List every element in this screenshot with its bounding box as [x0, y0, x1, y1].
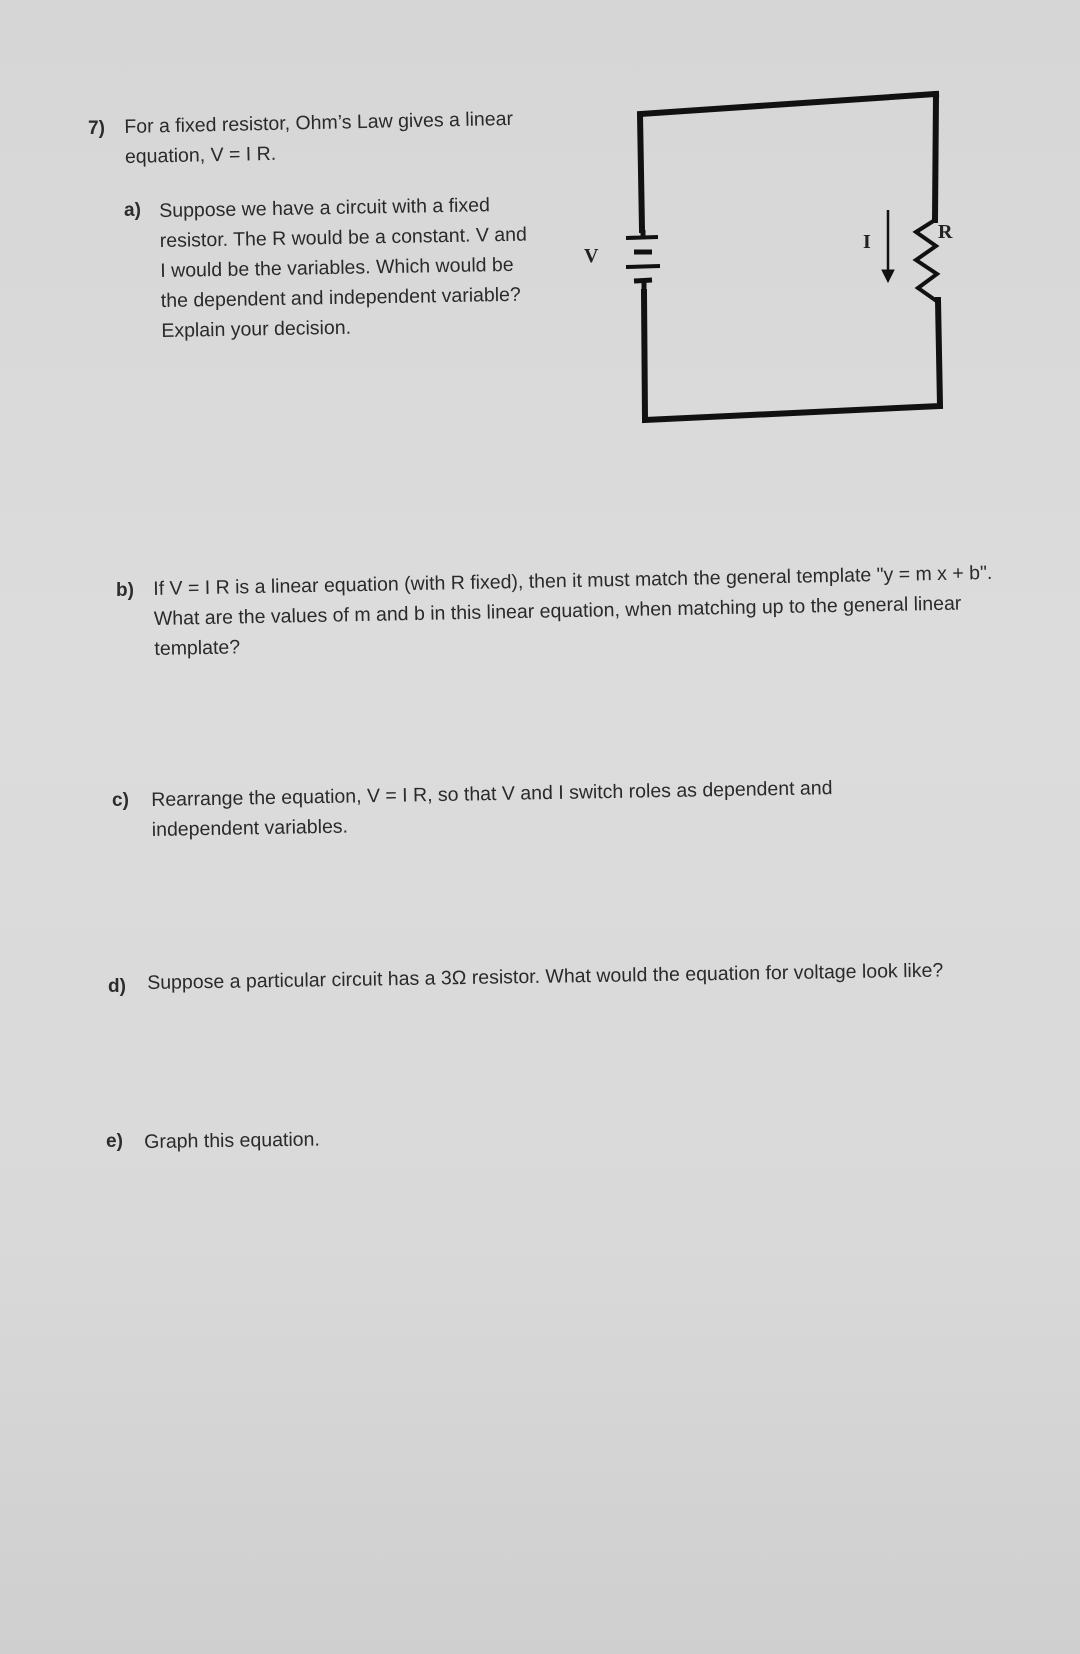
resistor-label: R [938, 221, 953, 243]
part-c-label: c) [112, 790, 129, 811]
part-c-text: Rearrange the equation, V = I R, so that V and I switch roles as dependent and independent variables. [151, 777, 833, 841]
part-d-label: d) [108, 976, 126, 997]
question-number: 7) [88, 118, 105, 139]
part-d-text: Suppose a particular circuit has a 3Ω resistor. What would the equation for voltage look like? [147, 959, 944, 994]
circuit-svg [560, 80, 960, 460]
question-intro: For a fixed resistor, Ohm’s Law gives a linear equation, V = I R. [124, 107, 514, 168]
resistor-symbol [916, 220, 938, 302]
part-a-text: Suppose we have a circuit with a fixed resistor. The R would be a constant. V and I would be the variables. Which would be the dependent and independent variable? Explain your decision. [159, 194, 528, 342]
part-e-label: e) [106, 1131, 123, 1152]
circuit-wires [640, 94, 940, 420]
voltage-label: V [584, 245, 599, 267]
circuit-diagram [560, 80, 960, 460]
part-b-label: b) [116, 580, 134, 601]
part-b-text: If V = I R is a linear equation (with R fixed), then it must match the general template "y = m x + b". What are the values of m and b in this linear equation, when matching up to the general linear template? [153, 561, 993, 660]
current-label: I [863, 231, 871, 253]
part-a-label: a) [124, 200, 141, 221]
current-arrow [882, 210, 894, 282]
part-e-text: Graph this equation. [144, 1128, 320, 1153]
battery-symbol [626, 230, 660, 294]
